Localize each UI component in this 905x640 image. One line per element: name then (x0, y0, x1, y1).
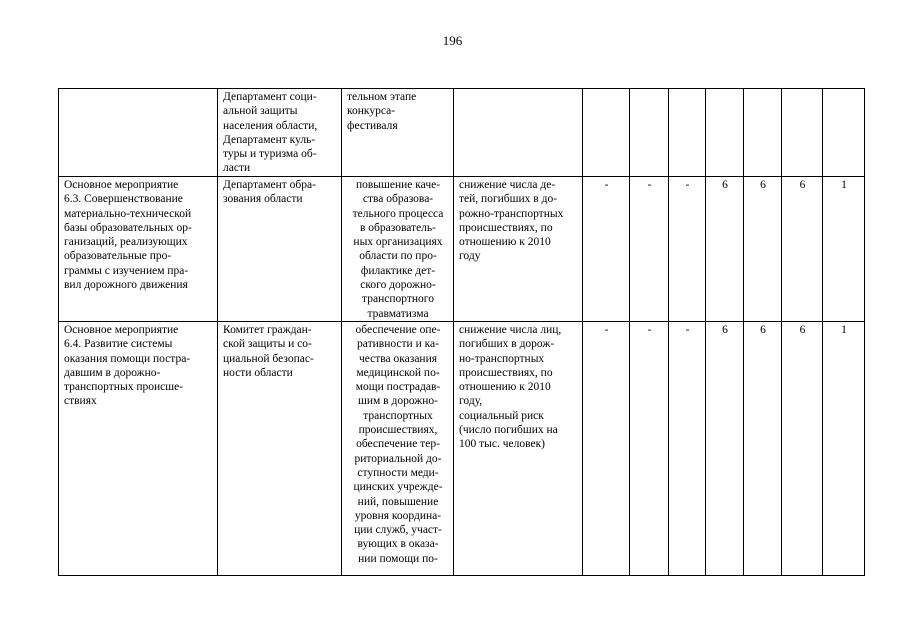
event-cell: Основное мероприятие 6.4. Развитие системы оказания помощи постра- давшим в дорожно- транспортных происше- ствиях (59, 321, 218, 575)
value-cell: 1 (823, 177, 865, 322)
table-row (59, 89, 865, 177)
value-cell: 6 (706, 177, 744, 322)
indicator-cell (454, 89, 583, 177)
result-cell: тельном этапе конкурса- фестиваля (342, 89, 454, 177)
event-cell: Основное мероприятие 6.3. Совершенствование материально-технической базы образовательных ор- ганизаций, реализующих образовательные про- граммы с изучением пра- вил дорожного движения (59, 177, 218, 322)
value-cell (706, 89, 744, 177)
table-row (59, 321, 865, 575)
executor-cell: Департамент обра- зования области (218, 177, 342, 322)
value-cell (744, 89, 782, 177)
value-cell (630, 89, 669, 177)
value-cell: - (583, 321, 630, 575)
value-cell: 6 (782, 177, 823, 322)
value-cell (583, 89, 630, 177)
value-cell: - (630, 177, 669, 322)
value-cell: - (669, 321, 706, 575)
value-cell: 1 (823, 321, 865, 575)
value-cell: 6 (782, 321, 823, 575)
result-cell: обеспечение опе- ративности и ка- чества оказания медицинской по- мощи пострадав- шим в дорожно- транспортных происшествиях, обеспечение тер- риториальной до- ступности меди- цинских учрежде- ний, повышение уровня координа- ции служб, участ- вующих в оказа- нии помощи по- (342, 321, 454, 575)
executor-cell: Комитет граждан- ской защиты и со- циальной безопас- ности области (218, 321, 342, 575)
program-table (58, 88, 865, 576)
table-row (59, 177, 865, 322)
executor-cell: Департамент соци- альной защиты населения области, Департамент куль- туры и туризма об- ласти (218, 89, 342, 177)
page-number: 196 (442, 33, 463, 48)
indicator-cell: снижение числа лиц, погибших в дорож- но-транспортных происшествиях, по отношению к 2010 году, социальный риск (число погибших на 100 тыс. человек) (454, 321, 583, 575)
value-cell: 6 (744, 177, 782, 322)
indicator-cell: снижение числа де- тей, погибших в до- рожно-транспортных происшествиях, по отношению к 2010 году (454, 177, 583, 322)
value-cell (669, 89, 706, 177)
result-cell: повышение каче- ства образова- тельного процесса в образователь- ных организациях области по про- филактике дет- ского дорожно- транспортного травматизма (342, 177, 454, 322)
value-cell (782, 89, 823, 177)
value-cell: - (630, 321, 669, 575)
value-cell: - (583, 177, 630, 322)
value-cell: 6 (706, 321, 744, 575)
value-cell (823, 89, 865, 177)
value-cell: - (669, 177, 706, 322)
value-cell: 6 (744, 321, 782, 575)
event-cell (59, 89, 218, 177)
